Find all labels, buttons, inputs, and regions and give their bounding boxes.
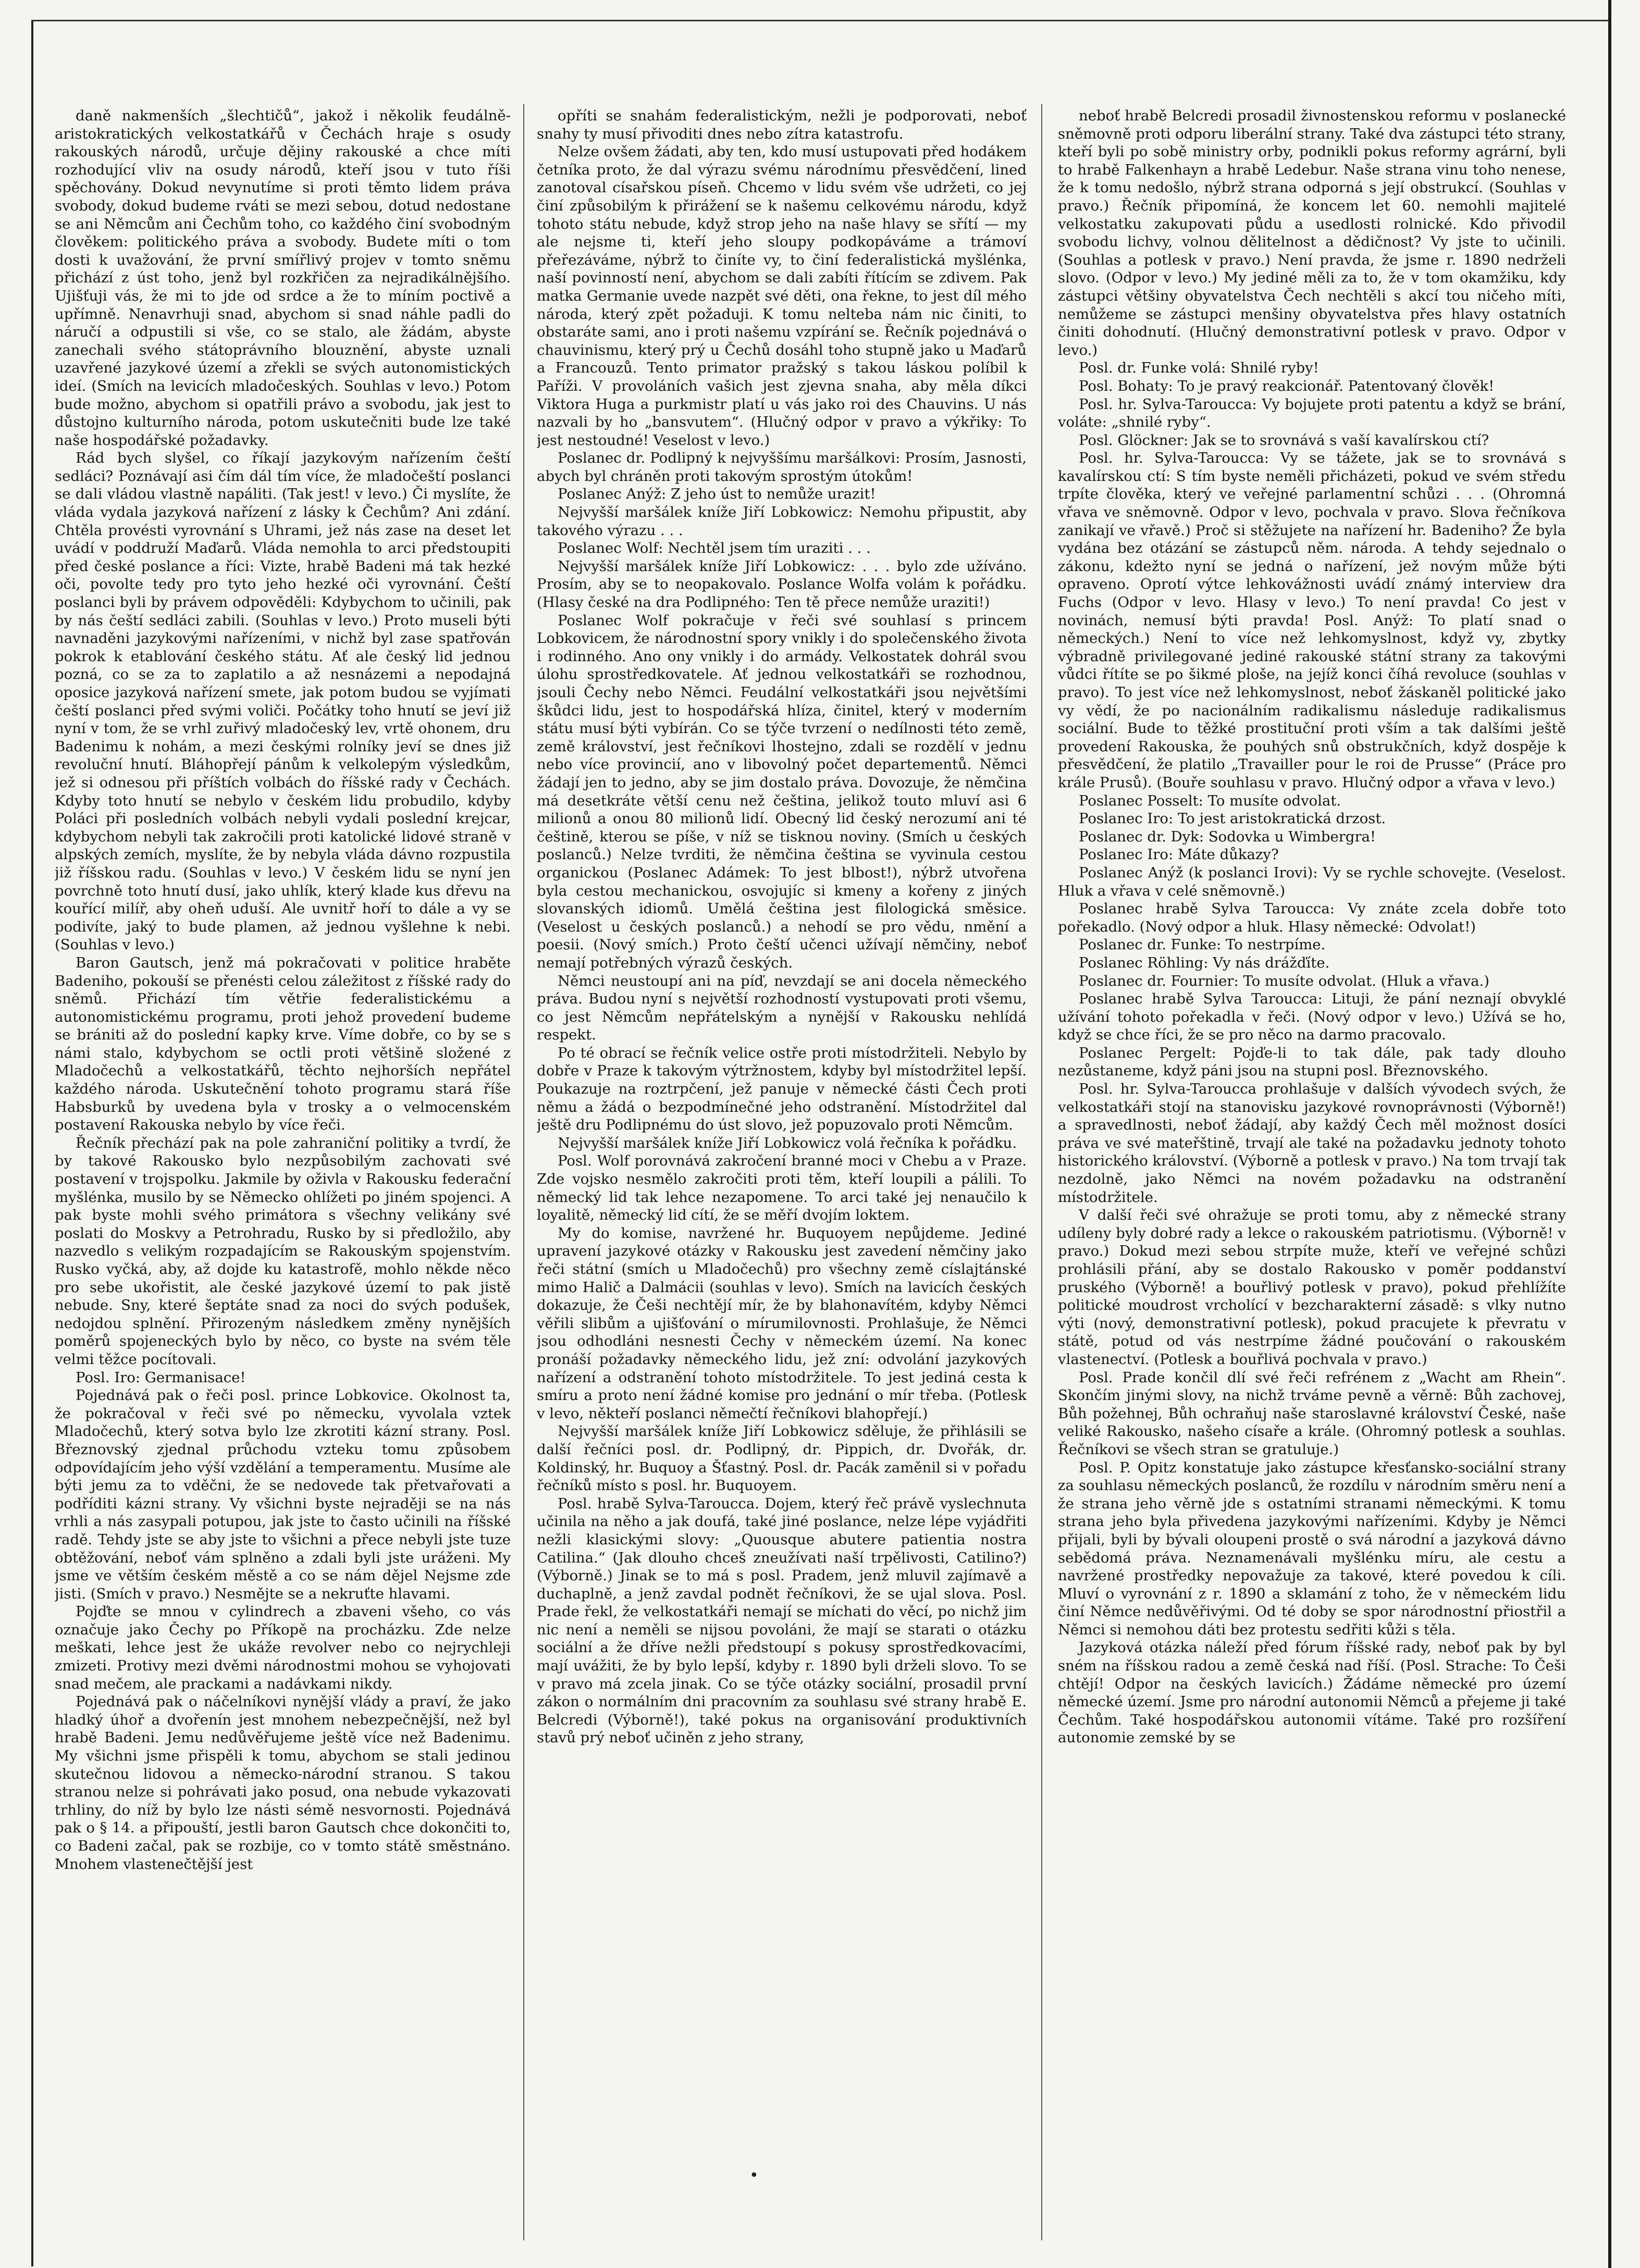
- paragraph: Po té obrací se řečník velice ostře proti místodržiteli. Nebylo by dobře v Praze k takovým výtržnostem, kdyby byl místodržitel lepší. Poukazuje na roztrpčení, jež panuje v německé části Čech proti němu a žádá o bezpodmínečné jeho odstranění. Místodržitel dal ještě dru Podlipnému do úst slovo, jež popuzovalo proti Němcům.: [537, 1044, 1027, 1134]
- column-divider-2: [1041, 104, 1042, 2240]
- column-divider-1: [523, 104, 524, 2240]
- paragraph: Posl. hr. Sylva-Taroucca prohlašuje v dalších vývodech svých, že velkostatkáři stojí na stanovisku jazykové rovnoprávnosti (Výborně!) a spravedlnosti, neboť žádají, aby každý Čech měl možnost dosíci práva ve své mateřštině, trvají ale také na požadavku jednoty tohoto historického království. (Výborně a potlesk v pravo.) Na tom trvají tak nezdolně, jako Němci na novém požadavku na odstranění místodržitele.: [1058, 1081, 1566, 1206]
- text-column-3: [1058, 107, 1566, 2233]
- paragraph: Nejvyšší maršálek kníže Jiří Lobkowicz: . . . bylo zde užíváno. Prosím, aby se to neopakovalo. Poslance Wolfa volám k pořádku. (Hlasy české na dra Podlipného: Ten tě přece nemůže uraziti!): [537, 557, 1027, 611]
- paragraph: Posl. hrabě Sylva-Taroucca. Dojem, který řeč právě vyslechnuta učinila na něho a jak doufá, také jiné poslance, nelze lépe vyjádřiti nežli klasickými slovy: „Quousque abutere patientia nostra Catilina.“ (Jak dlouho chceš zneužívati naší trpělivosti, Catilino?) (Výborně.) Jinak se to má s posl. Pradem, jenž mluvil zajímavě a duchaplně, a jenž zavdal podnět řečníkovi, že se ujal slova. Posl. Prade řekl, že velkostatkáři nemají se míchati do věcí, po nichž jim nic není a neměli se nijsou povoláni, že mají se starati o otázku sociální a že dříve nežli předstoupí s pokusy sprostředkovacími, mají uvážiti, že by bylo lepší, kdyby r. 1890 byli drželi slovo. To se v pravo má zcela jinak. Co se týče otázky sociální, prosadil první zákon o normálním dni pracovním za souhlasu své strany hrabě E. Belcredi (Výborně!), také pokus na organisování produktivních stavů prý neboť učiněn z jeho strany,: [537, 1495, 1027, 1746]
- paragraph: opříti se snahám federalistickým, nežli je podporovati, neboť snahy ty musí přivoditi dnes nebo zítra katastrofu.: [537, 107, 1027, 142]
- top-border: [31, 20, 1610, 21]
- paragraph: Poslanec dr. Funke: To nestrpíme.: [1079, 936, 1326, 953]
- paragraph: Pojednává pak o řeči posl. prince Lobkovice. Okolnost ta, že pokračoval v řeči své po německu, vyvolala vztek Mladočechů, který sotva bylo lze zkrotiti kázní strany. Posl. Březnovský zjednal průchodu vzteku tomu způsobem odpovídajícím jeho výší vzdělání a temperamentu. Musíme ale býti jemu za to vděčni, že se nedovede tak přetvařovati a podříditi kázni strany. Vy všichni byste nejraději se na nás vrhli a nás zasypali potupou, jak jste to často učinili na říšské radě. Tehdy jste se aby jste to všichni a přece nebyli jste tuze obtěžování, neboť vám splněno a zdali byli jste uráženi. My jsme ve větším českém městě a co se nám dějel Nejsme zde jisti. (Smích v pravo.) Nesmějte se a nekruťte hlavami.: [55, 1387, 511, 1602]
- paragraph: Posl. Bohaty: To je pravý reakcionář. Patentovaný člověk!: [1079, 377, 1495, 394]
- paragraph: Pojednává pak o náčelníkovi nynější vlády a praví, že jako hladký úhoř a dvořenín jest mnohem nebezpečnější, než byl hrabě Badeni. Jemu nedůvěřujeme ještě více než Badenimu. My všichni jsme přispěli k tomu, abychom se stali jedinou skutečnou lidovou a německo-národní stranou. S takou stranou nelze si pohrávati jako posud, ona nebude vykazovati trhliny, do níž by bylo lze násti sémě nesvornosti. Pojednává pak o § 14. a připouští, jestli baron Gautsch chce dokončiti to, co Badeni začal, pak se rozbije, co v tomto státě směstnáno. Mnohem vlastenečtější jest: [55, 1693, 511, 1873]
- page-footer-mark: •: [749, 2166, 759, 2185]
- paragraph: Jazyková otázka náleží před fórum říšské rady, neboť pak by byl sném na říšskou radou a země česká nad říší. (Posl. Strache: To Češi chtějí! Odpor na českých lavicích.) Žádáme německé pro území německé území. Jsme pro národní autonomii Němců a přejeme ji také Čechům. Také hospodářskou autonomii vítáme. Také pro rozšíření autonomie zemské by se: [1058, 1639, 1566, 1746]
- right-edge: [1608, 0, 1611, 2268]
- paragraph: Poslanec Iro: Máte důkazy?: [1079, 846, 1279, 863]
- paragraph: Poslanec Wolf pokračuje v řeči své souhlasí s princem Lobkovicem, že národnostní spory vnikly i do společenského života i rodinného. Ano ony vnikly i do armády. Velkostatek dohrál svou úlohu sprostředkovatele. Ať jednou velkostatkáři se rozhodnou, jsouli Čechy nebo Němci. Feudální velkostatkáři jsou největšími škůdci lidu, jest to hospodářská hlíza, činitel, který v moderním státu musí býti vybírán. Co se týče tvrzení o nedílnosti této země, země království, jest řečníkovi lhostejno, zdali se rozdělí v jednu nebo více provincií, ano v libovolný počet departementů. Němci žádají jen to jedno, aby se jim dostalo práva. Dovozuje, že němčina má desetkráte větší cenu než čeština, jelikož touto mluví asi 6 milionů a onou 80 milionů lidí. Obecný lid český nerozumí ani té češtině, kterou se píše, v níž se tisknou noviny. (Smích u českých poslanců.) Nelze tvrditi, že němčina čeština se vyvinula cestou organickou (Poslanec Adámek: To jest blbost!), nýbrž utvořena byla cestou mechanickou, osvojujíc si kmeny a kořeny z jiných slovanských idiomů. Umělá čeština jest filologická směsice. (Veselost u českých poslanců.) a nehodí se pro vědu, nmění a poesii. (Nový smích.) Proto čeští učenci užívají němčiny, neboť nemají potřebných výrazů českých.: [537, 612, 1027, 971]
- paragraph: Posl. Glöckner: Jak se to srovnává s vaší kavalírskou ctí?: [1079, 431, 1489, 449]
- paragraph: Nejvyšší maršálek kníže Jiří Lobkowicz: Nemohu připustit, aby takového výrazu . . .: [537, 504, 1027, 539]
- paragraph: Poslanec hrabě Sylva Taroucca: Vy znáte zcela dobře toto pořekadlo. (Nový odpor a hluk. Hlasy německé: Odvolat!): [1058, 900, 1566, 935]
- text-column-1: [55, 107, 511, 2233]
- paragraph: Poslanec dr. Fournier: To musíte odvolat. (Hluk a vřava.): [1079, 972, 1489, 989]
- paragraph: V další řeči své ohražuje se proti tomu, aby z německé strany udíleny byly dobré rady a lekce o rakouském patriotismu. (Výborně! v pravo.) Dokud mezi sebou strpíte muže, kteří ve veřejné schůzi prohlásili přání, aby se dostalo Rakousko v poměr poddanství pruského (Výborně! a bouřlivý potlesk v pravo), pokud přehlížíte politické moudrost vrcholící v bezcharakterní zásadě: s vlky nutno výti (nový, demonstrativní potlesk), pokud pracujete k převratu v státě, potud od vás nestrpíme žádné poučování o rakouském vlastenectví. (Potlesk a bouřlivá pochvala v pravo.): [1058, 1207, 1566, 1368]
- paragraph: Poslanec dr. Podlipný k nejvyššímu maršálkovi: Prosím, Jasnosti, abych byl chráněn proti takovým sprostým útokům!: [537, 450, 1027, 485]
- paragraph: Poslanec Anýž (k poslanci Irovi): Vy se rychle schovejte. (Veselost. Hluk a vřava v celé sněmovně.): [1058, 864, 1566, 899]
- paragraph: Posl. dr. Funke volá: Shnilé ryby!: [1079, 360, 1319, 377]
- paragraph: Řečník přechází pak na pole zahraniční politiky a tvrdí, že by takové Rakousko bylo nezpůsobilým zachovati své postavení v trojspolku. Jakmile by oživla v Rakousku federační myšlénka, musilo by se Německo ohlížeti po jiném spojenci. A pak byste mohli svého primátora s všechny velikány své poslati do Moskvy a Petrohradu, Rusko by si předložilo, aby nazvedlo s velikým rozpadajícím se Rakouským spojenstvím. Rusko vyčká, aby, až dojde ku katastrofě, mohlo někde něco pro sebe ukořistit, ale české jazykové území to pak jistě nebude. Sny, které šeptáte snad za noci do svých podušek, nedojdou splnění. Přirozeným následkem změny nynějších poměrů spojeneckých bylo by něco, co byste na svém těle velmi těžce pocítovali.: [55, 1134, 511, 1368]
- paragraph: Poslanec dr. Dyk: Sodovka u Wimbergra!: [1079, 828, 1376, 845]
- paragraph: My do komise, navržené hr. Buquoyem nepůjdeme. Jediné upravení jazykové otázky v Rakousku jest zavedení němčiny jako řeči státní (smích u Mladočechů) pro všechny země císlajtánské mimo Halič a Dalmácii (souhlas v levo). Smích na lavicích českých dokazuje, že Češi nechtějí mír, že by blahonavítém, kdyby Němci věřili slibům a ujišťování o mírumilovnosti. Prohlašuje, že Němci jsou odhodláni nesnesti Čechy v německém území. Na konec pronáší požadavky německého lidu, jež zní: odvolání jazykových nařízení a odstranění tohoto místodržitele. To jest jediná cesta k smíru a proto není žádné komise pro jednání o mír třeba. (Potlesk v levo, někteří poslanci němečtí řečníkovi blahopřejí.): [537, 1224, 1027, 1422]
- paragraph: Pojďte se mnou v cylindrech a zbaveni všeho, co vás označuje jako Čechy po Příkopě na procházku. Zde nelze meškati, lehce jest že ukáže revolver nebo co nejrychleji zmizeti. Protivy mezi dvěmi národnostmi mohou se vyhojovati snad mečem, ale prackami a nadávkami nikdy.: [55, 1603, 511, 1692]
- paragraph: Poslanec Anýž: Z jeho úst to nemůže urazit!: [558, 486, 876, 503]
- paragraph: Posl. Iro: Germanisace!: [76, 1369, 246, 1386]
- paragraph: Nejvyšší maršálek kníže Jiří Lobkowicz volá řečníka k pořádku.: [558, 1134, 1017, 1151]
- paragraph: neboť hrabě Belcredi prosadil živnostenskou reformu v poslanecké sněmovně proti odporu liberální strany. Také dva zástupci této strany, kteří byli po sobě ministry orby, podnikli pokus reformy agrární, byli to hrabě Falkenhayn a hrabě Ledebur. Naše strana vinu toho nenese, že k tomu nedošlo, nýbrž strana odporná s její obstrukcí. (Souhlas v pravo.) Řečník připomíná, že koncem let 60. nemohli majitelé velkostatku zakupovati půdu a usedlosti rolnické. Kdo přivodil svobodu lichvy, volnou dělitelnost a dědičnost? Vy jste to učinili. (Souhlas a potlesk v pravo.) Není pravda, že jsme r. 1890 nedrželi slovo. (Odpor v levo.) My jediné měli za to, že v tom okamžiku, kdy zástupci většiny obyvatelstva Čech nechtěli s akcí tou ničeho míti, nemůžeme se zástupci menšiny obyvatelstva přes hlavy ostatních činiti dohodnutí. (Hlučný demonstrativní potlesk v pravo. Odpor v levo.): [1058, 107, 1566, 358]
- paragraph: Nejvyšší maršálek kníže Jiří Lobkowicz sděluje, že přihlásili se další řečníci posl. dr. Podlipný, dr. Pippich, dr. Dvořák, dr. Koldinský, hr. Buquoy a Šťastný. Posl. dr. Pacák zaměnil si v pořadu řečníků místo s posl. hr. Buquoyem.: [537, 1423, 1027, 1494]
- paragraph: Baron Gautsch, jenž má pokračovati v politice hraběte Badeniho, pokouší se přenésti celou záležitost z říšské rady do sněmů. Přichází tím větřie federalistickému a autonomistickému programu, proti jehož provedení budeme se brániti až do poslední kapky krve. Víme dobře, co by se s námi stalo, kdybychom se octli proti většině složené z Mladočechů a velkostatkářů, těchto nejhorších nepřátel každého národa. Uskutečnění tohoto programu stará říše Habsburků by uvedena byla v trosky a o velmocenském postavení Rakouska nebylo by více řeči.: [55, 954, 511, 1134]
- paragraph: Němci neustoupí ani na píď, nevzdají se ani docela německého práva. Budou nyní s největší rozhodností vystupovati proti všemu, co jest Němcům nepřátelským a nynější v Rakousku nehlídá respekt.: [537, 972, 1027, 1044]
- paragraph: Rád bych slyšel, co říkají jazykovým nařízením čeští sedláci? Poznávají asi čím dál tím více, že mladočeští poslanci se dali vládou vlastně napáliti. (Tak jest! v levo.) Či myslíte, že vláda vydala jazyková nařízení z lásky k Čechům? Ani zdání. Chtěla provésti vyrovnání s Uhrami, jež nás zase na deset let uvádí v poddruží Maďarů. Vláda nemohla to arci předstoupiti před české poslance a říci: Vizte, hrabě Badeni má tak hezké oči, povolte tedy pro tyto jeho hezké oči vyrovnání. Čeští poslanci byli by právem odpověděli: Kdybychom to učinili, pak by nás čeští sedláci zabili. (Souhlas v levo.) Proto museli býti navnaděni jazykovými nařízeními, v nichž byl zase spatřován pokrok k etablování českého státu. Ať ale český lid jednou pozná, co se za to zaplatilo a až nesnázemi a nepodajná oposice jazyková nařízení smete, jak potom budou se vyjímati čeští poslanci před svými voliči. Počátky toho hnutí se jeví již nyní v tom, že se vrhl zuřivý mladočeský lev, vrtě ohonem, dru Badenimu k nohám, a mezi českými rolníky jeví se dnes již revoluční hnutí. Bláhopřejí pánům k velkolepým výsledkům, jež si odnesou při příštích volbách do říšské rady v Čechách. Kdyby toto hnutí se nebylo v českém lidu probudilo, kdyby Poláci při posledních volbách nebyli vydali poslední krejcar, kdybychom nebyli tak zakročili proti katolické lidové straně v alpských zemích, myslíte, že by nebyla vláda dávno rozpustila již říšskou radu. (Souhlas v levo.) V českém lidu se nyní jen povrchně toto hnutí dusí, jako uhlík, který klade kus dřevu na kouřící milíř, aby oheň uduší. Ale uvnitř hoří to dále a vy se podivíte, jaký to bude plamen, až jednou vyšlehne k nebi. (Souhlas v levo.): [55, 450, 511, 953]
- paragraph: daně nakmenších „šlechtičů“, jakož i několik feudálně-aristokratických velkostatkářů v Čechách hraje s osudy rakouských národů, určuje dějiny rakouské a chce míti rozhodující vliv na osudy národů, kteří jsou v tuto říši spěchovány. Dokud nevynutíme si proti těmto lidem práva svobody, dokud budeme rváti se mezi sebou, dotud nedostane se ani Němcům ani Čechům toho, co každého činí svobodným člověkem: politického práva a svobody. Budete míti o tom dosti k uvažování, že první smířlivý projev v tomto sněmu přichází z úst toho, jenž byl rozkřičen za nejradikálnějšího. Ujišťuji vás, že mi to jde od srdce a že to míním poctivě a upřímně. Nenavrhuji snad, abychom si snad náhle padli do náručí a odpustili si vše, co se stalo, ale žádám, abyste zanechali svého státoprávního blouznění, abyste uznali uzavřené jazykové území a zřekli se svých autonomistických ideí. (Smích na levicích mladočeských. Souhlas v levo.) Potom bude možno, abychom si opatřili právo a svobodu, jak jest to důstojno kulturního národa, potom uskutečniti bude lze také naše hospodářské požadavky.: [55, 107, 511, 449]
- paragraph: Poslanec Iro: To jest aristokratická drzost.: [1079, 810, 1386, 827]
- paragraph: Posl. hr. Sylva-Taroucca: Vy bojujete proti patentu a když se brání, voláte: „shnilé ryby“.: [1058, 395, 1566, 431]
- paragraph: Poslanec Wolf: Nechtěl jsem tím uraziti . . .: [558, 540, 871, 557]
- left-border: [31, 21, 33, 2266]
- paragraph: Nelze ovšem žádati, aby ten, kdo musí ustupovati před hodákem četníka proto, že dal výrazu svému národnímu přesvědčení, lined zanotoval císařskou píseň. Chcemo v lidu svém vše udržeti, co jej činí způsobilým k přirážení se k našemu celkovému národu, když tohoto státu nebude, když strop jeho na naše hlavy se sřítí — my ale nejsme ti, kteří jeho sloupy podkopáváme a trámoví přeřezáváme, nýbrž to činíte vy, to činí federalistická myšlénka, naší povinností není, abychom se dali zabíti řítícím se zdivem. Pak matka Germanie uvede nazpět své děti, ona řekne, to jest díl mého národa, který zpět požaduji. K tomu nelteba nám nic činiti, to obstaráte sami, ano i proti našemu vzpírání se. Řečník pojednává o chauvinismu, který prý u Čechů dosáhl toho stupně jako u Maďarů a Francouzů. Tento primator pražský s takou láskou políbil k Paříži. V provoláních vašich jest zjevna snaha, aby měla díkci Viktora Huga a purkmistr platí u vás jako roi des Chauvins. U nás nazvali by ho „bansvutem“. (Hlučný odpor v pravo a výkřiky: To jest nestoudné! Veselost v levo.): [537, 143, 1027, 449]
- paragraph: Poslanec Posselt: To musíte odvolat.: [1079, 792, 1341, 809]
- paragraph: Poslanec Röhling: Vy nás drážďíte.: [1079, 954, 1330, 971]
- text-column-2: [537, 107, 1027, 2233]
- paragraph: Posl. P. Opitz konstatuje jako zástupce křesťansko-sociální strany za souhlasu německých poslanců, že rozdílu v národním směru není a že strana jeho věrně jde s ostatními stranami německými. K tomu strana jeho byla přivedena jazykovými nařízeními. Kdyby je Němci přijali, byli by bývali oloupeni prostě o svá národní a jazyková dávno sebědomá práva. Neznamenávali myšlénku míru, ale cestu a navržené prostředky nepovažuje za takové, které povedou k cíli. Mluví o vyrovnání z r. 1890 a sklamání z toho, že v německém lidu činí Němce nedůvěřivými. Od té doby se spor národnostní přiostřil a Němci si nemohou dáti bez protestu sedřiti kůži s těla.: [1058, 1459, 1566, 1638]
- paragraph: Posl. Wolf porovnává zakročení branné moci v Chebu a v Praze. Zde vojsko nesmělo zakročiti proti těm, kteří loupili a pálili. To německý lid tak lehce nezapomene. To arci také jej nenaučilo k loyalitě, německý lid cítí, že se měří dvojím loktem.: [537, 1152, 1027, 1224]
- paragraph: Poslanec Pergelt: Pojďe-li to tak dále, pak tady dlouho nezůstaneme, když páni jsou na stupni posl. Březnovského.: [1058, 1044, 1566, 1080]
- paragraph: Posl. Prade končil dlí své řeči refrénem z „Wacht am Rhein“. Skončím jinými slovy, na nichž trváme pevně a věrně: Bůh zachovej, Bůh požehnej, Bůh ochraňuj naše staroslavné království České, naše veliké Rakousko, našeho císaře a krále. (Ohromný potlesk a souhlas. Řečníkovi se všech stran se gratuluje.): [1058, 1369, 1566, 1458]
- paragraph: Poslanec hrabě Sylva Taroucca: Lituji, že pání neznají obvyklé užívání tohoto pořekadla v řeči. (Nový odpor v levo.) Užívá se ho, když se chce říci, že se pro něco na darmo pracovalo.: [1058, 990, 1566, 1044]
- paragraph: Posl. hr. Sylva-Taroucca: Vy se tážete, jak se to srovnává s kavalírskou ctí: S tím byste neměli přicházeti, pokud ve svém středu trpíte člověka, který ve veřejné parlamentní schůzi . . . (Ohromná vřava ve sněmovně. Odpor v levo, pochvala v pravo. Slova řečníkova zanikají ve vřavě.) Proč si stěžujete na nařízení hr. Badeniho? Že byla vydána bez otázání se zástupců něm. národa. A tehdy sejednalo o zákonu, kdežto nyní se jedná o nařízení, jež novým může býti opraveno. Oprotí výtce lehkovážnosti uvádí známý interview dra Fuchs (Odpor v levo. Hlasy v levo.) To není pravda! Co jest v novinách, nemusí býti pravda! Posl. Anýž: To platí snad o německých.) Není to více než lehkomyslnost, když vy, zbytky výbradně privilegované jediné rakouské státní strany za takovými vůdci řítíte se po šikmé ploše, na jejíž konci číhá revoluce (souhlas v pravo). To jest více než lehkomyslnost, neboť žáskaněl politické jako vy vědí, že po nacionálním radikalismu následuje radikalismus sociální. Bude to těžké prostituční proti vším a tak dalšími ještě provedení Rakouska, že pouhých snů obstrukčních, když dospěje k přesvědčení, že platilo „Travailler pour le roi de Prusse“ (Práce pro krále Prusů). (Bouře souhlasu v pravo. Hlučný odpor a vřava v levo.): [1058, 450, 1566, 791]
